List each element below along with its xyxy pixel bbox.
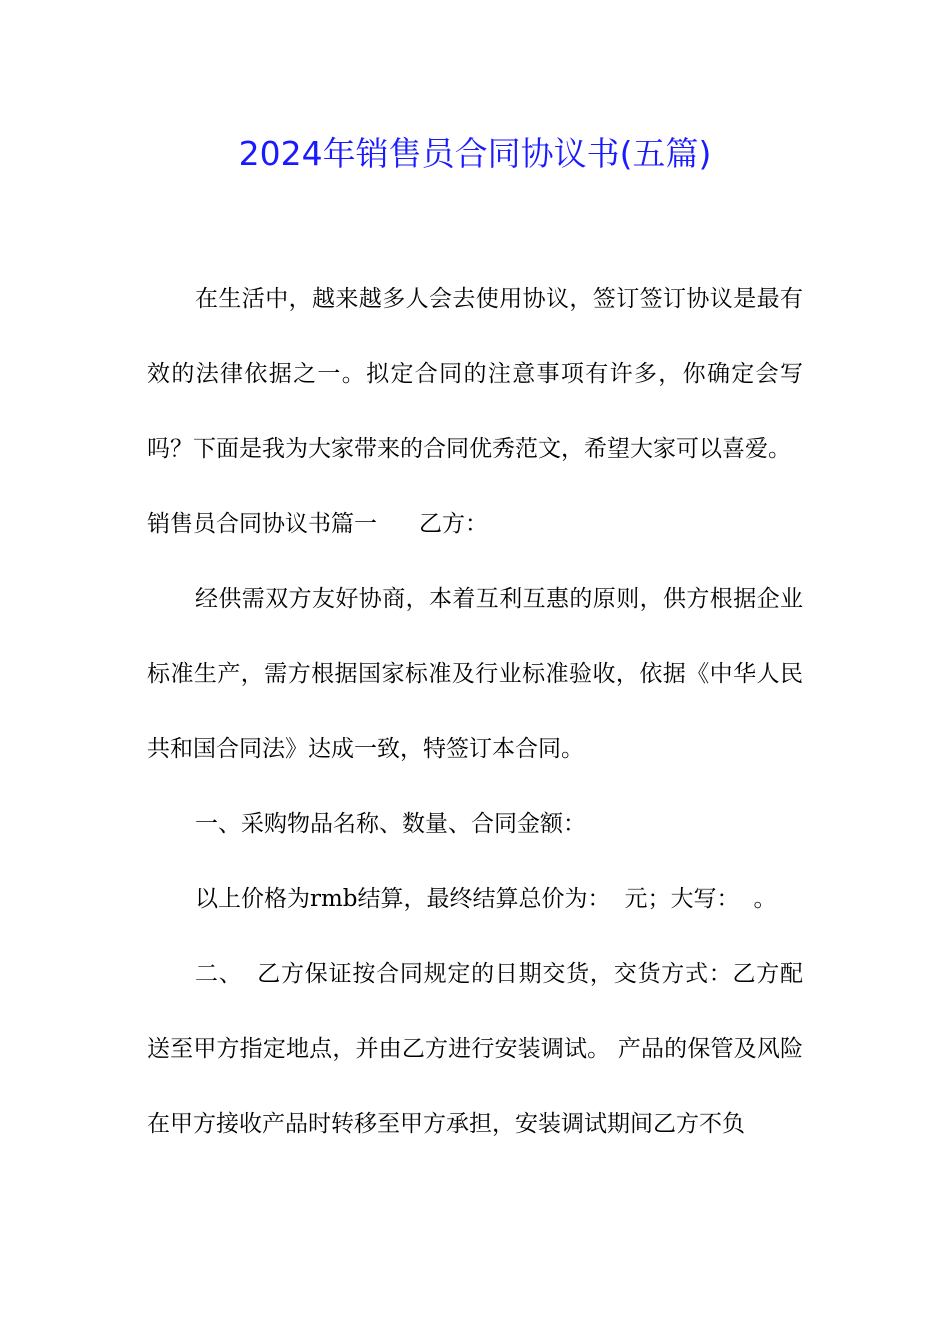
paragraph-item-2 (147, 937, 803, 1162)
document-title: 2024年销售员合同协议书(五篇) (238, 134, 712, 173)
paragraph-negotiation: 经供需双方友好协商，本着互利互惠的原则，供方根据企业标准生产，需方根据国家标准及行业标准验收，依据《中华人民共和国合同法》达成一致，特签订本合同。 (147, 586, 803, 762)
price-text-a: 以上价格为rmb结算，最终结算总价为： (195, 886, 611, 912)
document-body (147, 262, 803, 1162)
intro-paragraph: 在生活中，越来越多人会去使用协议，签订签订协议是最有效的法律依据之一。拟定合同的注意事项有许多，你确定会写吗？下面是我为大家带来的合同优秀范文，希望大家可以喜爱。 (147, 286, 803, 462)
paragraph-item-1: 一、采购物品名称、数量、合同金额： (195, 811, 586, 837)
section-heading-party: 乙方： (419, 511, 488, 537)
section-heading (147, 487, 803, 562)
paragraph-price (147, 862, 803, 937)
price-text-c: 。 (753, 886, 777, 912)
price-text-b: 元；大写： (624, 886, 740, 912)
section-heading-label: 销售员合同协议书篇一 (147, 511, 377, 537)
item-2-text: 乙方保证按合同规定的日期交货，交货方式：乙方配送至甲方指定地点，并由乙方进行安装调试。 产品的保管及风险在甲方接收产品时转移至甲方承担，安装调试期间乙方不负 (147, 961, 804, 1137)
item-2-number: 二、 (195, 961, 243, 987)
